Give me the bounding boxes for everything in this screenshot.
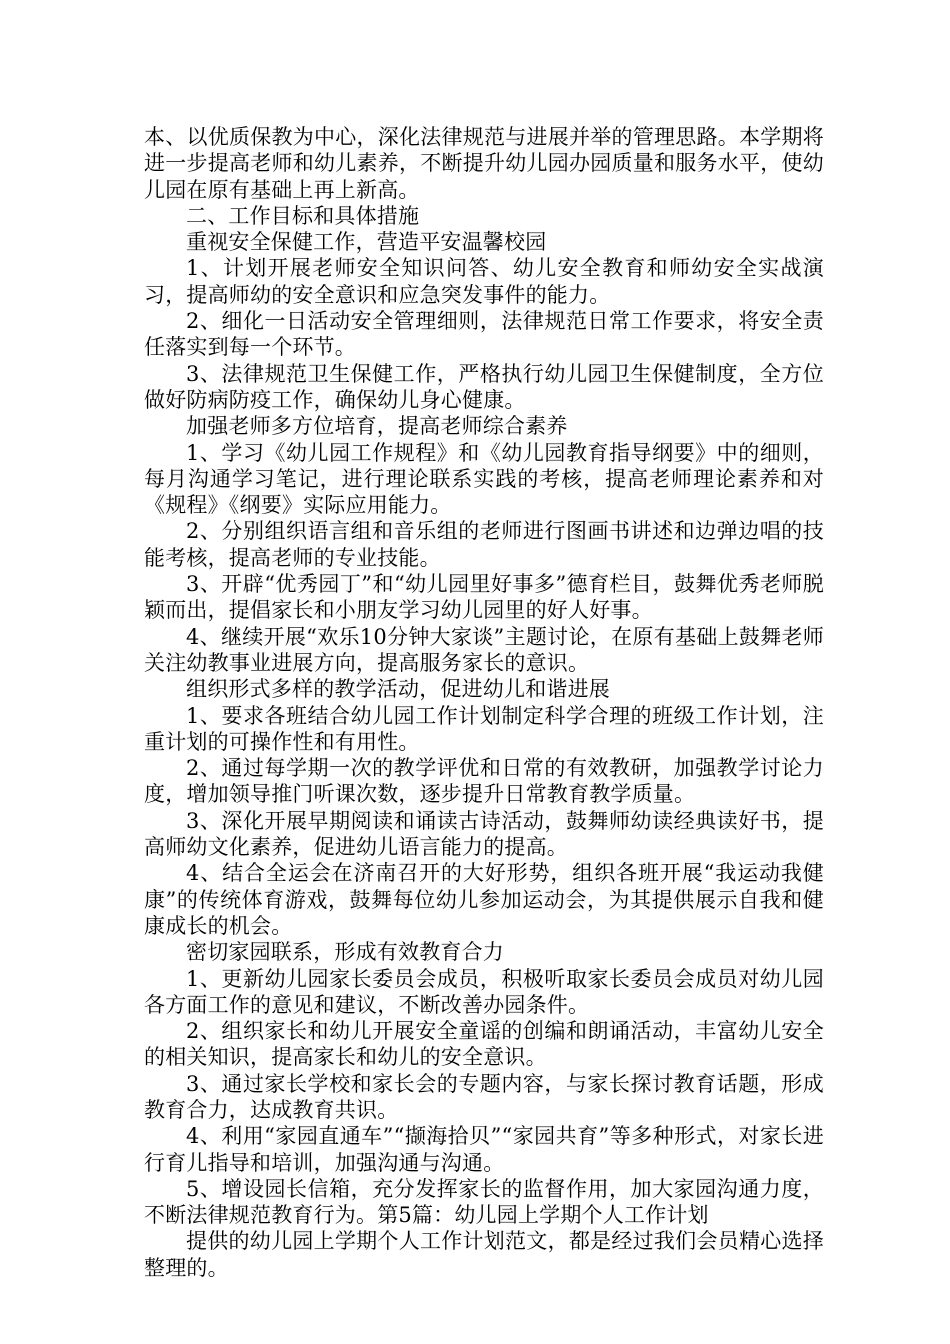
paragraph-safety-3: 3、法律规范卫生保健工作，严格执行幼儿园卫生保健制度，全方位做好防病防疫工作，确保幼儿身心健康。	[144, 361, 824, 412]
paragraph-home-1: 1、更新幼儿园家长委员会成员，积极听取家长委员会成员对幼儿园各方面工作的意见和建议，不断改善办园条件。	[144, 966, 824, 1017]
paragraph-teaching-4: 4、结合全运会在济南召开的大好形势，组织各班开展“我运动我健康”的传统体育游戏，鼓舞每位幼儿参加运动会，为其提供展示自我和健康成长的机会。	[144, 861, 824, 938]
paragraph-home-5: 5、增设园长信箱，充分发挥家长的监督作用，加大家园沟通力度，不断法律规范教育行为。第5篇：幼儿园上学期个人工作计划	[144, 1176, 824, 1228]
subheading-safety: 重视安全保健工作，营造平安温馨校园	[186, 230, 547, 255]
subheading-teaching-activities: 组织形式多样的教学活动，促进幼儿和谐进展	[186, 677, 610, 702]
paragraph-teacher-4: 4、继续开展“欢乐10分钟大家谈”主题讨论，在原有基础上鼓舞老师关注幼教事业进展方向，提高服务家长的意识。	[144, 624, 824, 675]
paragraph-safety-1: 1、计划开展老师安全知识问答、幼儿安全教育和师幼安全实战演习，提高师幼的安全意识和应急突发事件的能力。	[144, 256, 824, 307]
paragraph-teaching-3: 3、深化开展早期阅读和诵读古诗活动，鼓舞师幼读经典读好书，提高师幼文化素养，促进幼儿语言能力的提高。	[144, 808, 824, 860]
document-body	[144, 124, 824, 1281]
paragraph-teaching-2: 2、通过每学期一次的教学评优和日常的有效教研，加强教学讨论力度，增加领导推门听课次数，逐步提升日常教育教学质量。	[144, 756, 824, 807]
paragraph-teacher-2: 2、分别组织语言组和音乐组的老师进行图画书讲述和边弹边唱的技能考核，提高老师的专业技能。	[144, 519, 824, 570]
paragraph-intro: 本、以优质保教为中心，深化法律规范与进展并举的管理思路。本学期将进一步提高老师和幼儿素养，不断提升幼儿园办园质量和服务水平，使幼儿园在原有基础上再上新高。	[144, 125, 824, 202]
subheading-teacher-training: 加强老师多方位培育，提高老师综合素养	[186, 414, 568, 439]
paragraph-teaching-1: 1、要求各班结合幼儿园工作计划制定科学合理的班级工作计划，注重计划的可操作性和有用性。	[144, 703, 824, 754]
paragraph-safety-2: 2、细化一日活动安全管理细则，法律规范日常工作要求，将安全责任落实到每一个环节。	[144, 309, 824, 360]
paragraph-teacher-1: 1、学习《幼儿园工作规程》和《幼儿园教育指导纲要》中的细则，每月沟通学习笔记，进行理论联系实践的考核，提高老师理论素养和对《规程》《纲要》实际应用能力。	[144, 440, 824, 518]
subheading-home-school: 密切家园联系，形成有效教育合力	[186, 940, 504, 965]
paragraph-home-4: 4、利用“家园直通车”“撷海拾贝”“家园共育”等多种形式，对家长进行育儿指导和培训，加强沟通与沟通。	[144, 1124, 824, 1175]
paragraph-closing: 提供的幼儿园上学期个人工作计划范文，都是经过我们会员精心选择整理的。	[144, 1229, 824, 1280]
paragraph-home-3: 3、通过家长学校和家长会的专题内容，与家长探讨教育话题，形成教育合力，达成教育共识。	[144, 1071, 824, 1122]
paragraph-home-2: 2、组织家长和幼儿开展安全童谣的创编和朗诵活动，丰富幼儿安全的相关知识，提高家长和幼儿的安全意识。	[144, 1019, 824, 1070]
section-heading-goals: 二、工作目标和具体措施	[186, 203, 420, 228]
paragraph-teacher-3: 3、开辟“优秀园丁”和“幼儿园里好事多”德育栏目，鼓舞优秀老师脱颖而出，提倡家长和小朋友学习幼儿园里的好人好事。	[144, 572, 824, 623]
